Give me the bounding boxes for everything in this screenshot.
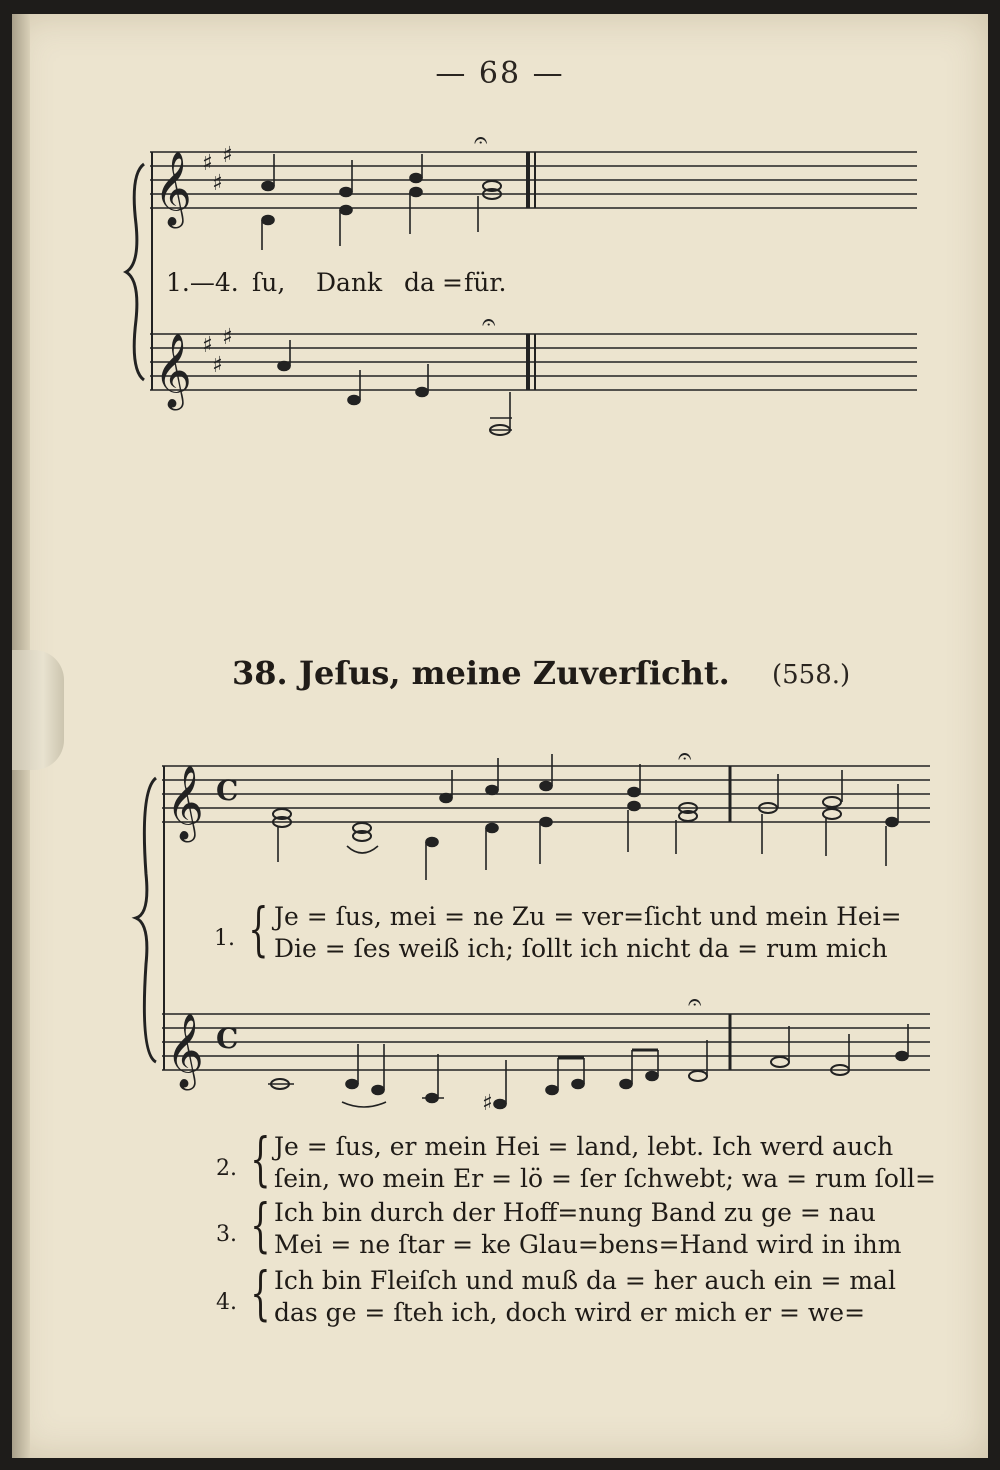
svg-text:♯: ♯ xyxy=(222,325,233,350)
book-page xyxy=(12,14,988,1458)
lyric-syllable: da xyxy=(404,268,435,297)
verse-number: 4. xyxy=(216,1290,237,1315)
verse-line: das ge = ſteh ich, doch wird er mich er = we= xyxy=(274,1298,866,1327)
svg-text:𝄐: 𝄐 xyxy=(482,308,496,336)
verse-range-label: 1.—4. xyxy=(166,268,239,297)
svg-text:C: C xyxy=(216,774,239,807)
svg-text:C: C xyxy=(216,1022,239,1055)
svg-text:♯: ♯ xyxy=(212,353,223,378)
verse-brace: { xyxy=(248,895,269,963)
svg-text:𝄞: 𝄞 xyxy=(154,334,192,408)
verse-brace: { xyxy=(250,1191,271,1259)
svg-text:𝄞: 𝄞 xyxy=(154,152,192,226)
verse-line: Mei = ne ſtar = ke Glau=bens=Hand wird in ihm xyxy=(274,1230,902,1259)
staff-bass-1 xyxy=(150,334,917,390)
svg-text:♯: ♯ xyxy=(212,171,223,196)
verse-line: Ich bin Fleiſch und muß da = her auch ein = mal xyxy=(274,1266,896,1295)
verse-brace: { xyxy=(250,1125,271,1193)
staff-bass-2 xyxy=(162,1014,930,1070)
verse-number: 2. xyxy=(216,1156,237,1181)
svg-text:♯: ♯ xyxy=(222,143,233,168)
page-number: — 68 — xyxy=(435,56,565,91)
svg-text:𝄐: 𝄐 xyxy=(474,126,488,154)
verse-number: 1. xyxy=(214,926,235,951)
staff-treble-1 xyxy=(150,152,917,208)
svg-text:♯: ♯ xyxy=(202,333,213,358)
verse-brace: { xyxy=(250,1259,271,1327)
svg-text:♯: ♯ xyxy=(202,151,213,176)
verse-line: ſein, wo mein Er = lö = ſer ſchwebt; wa = rum ſoll= xyxy=(274,1164,936,1193)
svg-text:𝄐: 𝄐 xyxy=(678,742,692,770)
lyric-syllable: für. xyxy=(464,268,507,297)
lyric-syllable: = xyxy=(442,268,463,297)
svg-text:𝄐: 𝄐 xyxy=(688,988,702,1016)
lyric-syllable: Dank xyxy=(316,268,383,297)
hymn-reference: (558.) xyxy=(772,660,851,690)
svg-text:𝄞: 𝄞 xyxy=(166,1014,204,1088)
verse-line: Die = ſes weiß ich; ſollt ich nicht da = rum mich xyxy=(274,934,888,963)
svg-text:𝄞: 𝄞 xyxy=(166,766,204,840)
svg-text:♯: ♯ xyxy=(482,1091,493,1116)
staff-treble-2 xyxy=(162,766,930,822)
verse-line: Je = ſus, mei = ne Zu = ver=ſicht und mein Hei= xyxy=(274,902,902,931)
lyric-syllable: ſu, xyxy=(252,268,286,297)
verse-number: 3. xyxy=(216,1222,237,1247)
verse-line: Je = ſus, er mein Hei = land, lebt. Ich werd auch xyxy=(274,1132,894,1161)
verse-line: Ich bin durch der Hoff=nung Band zu ge = nau xyxy=(274,1198,876,1227)
hymn-title: 38. Jeſus, meine Zuverſicht. xyxy=(232,654,730,692)
